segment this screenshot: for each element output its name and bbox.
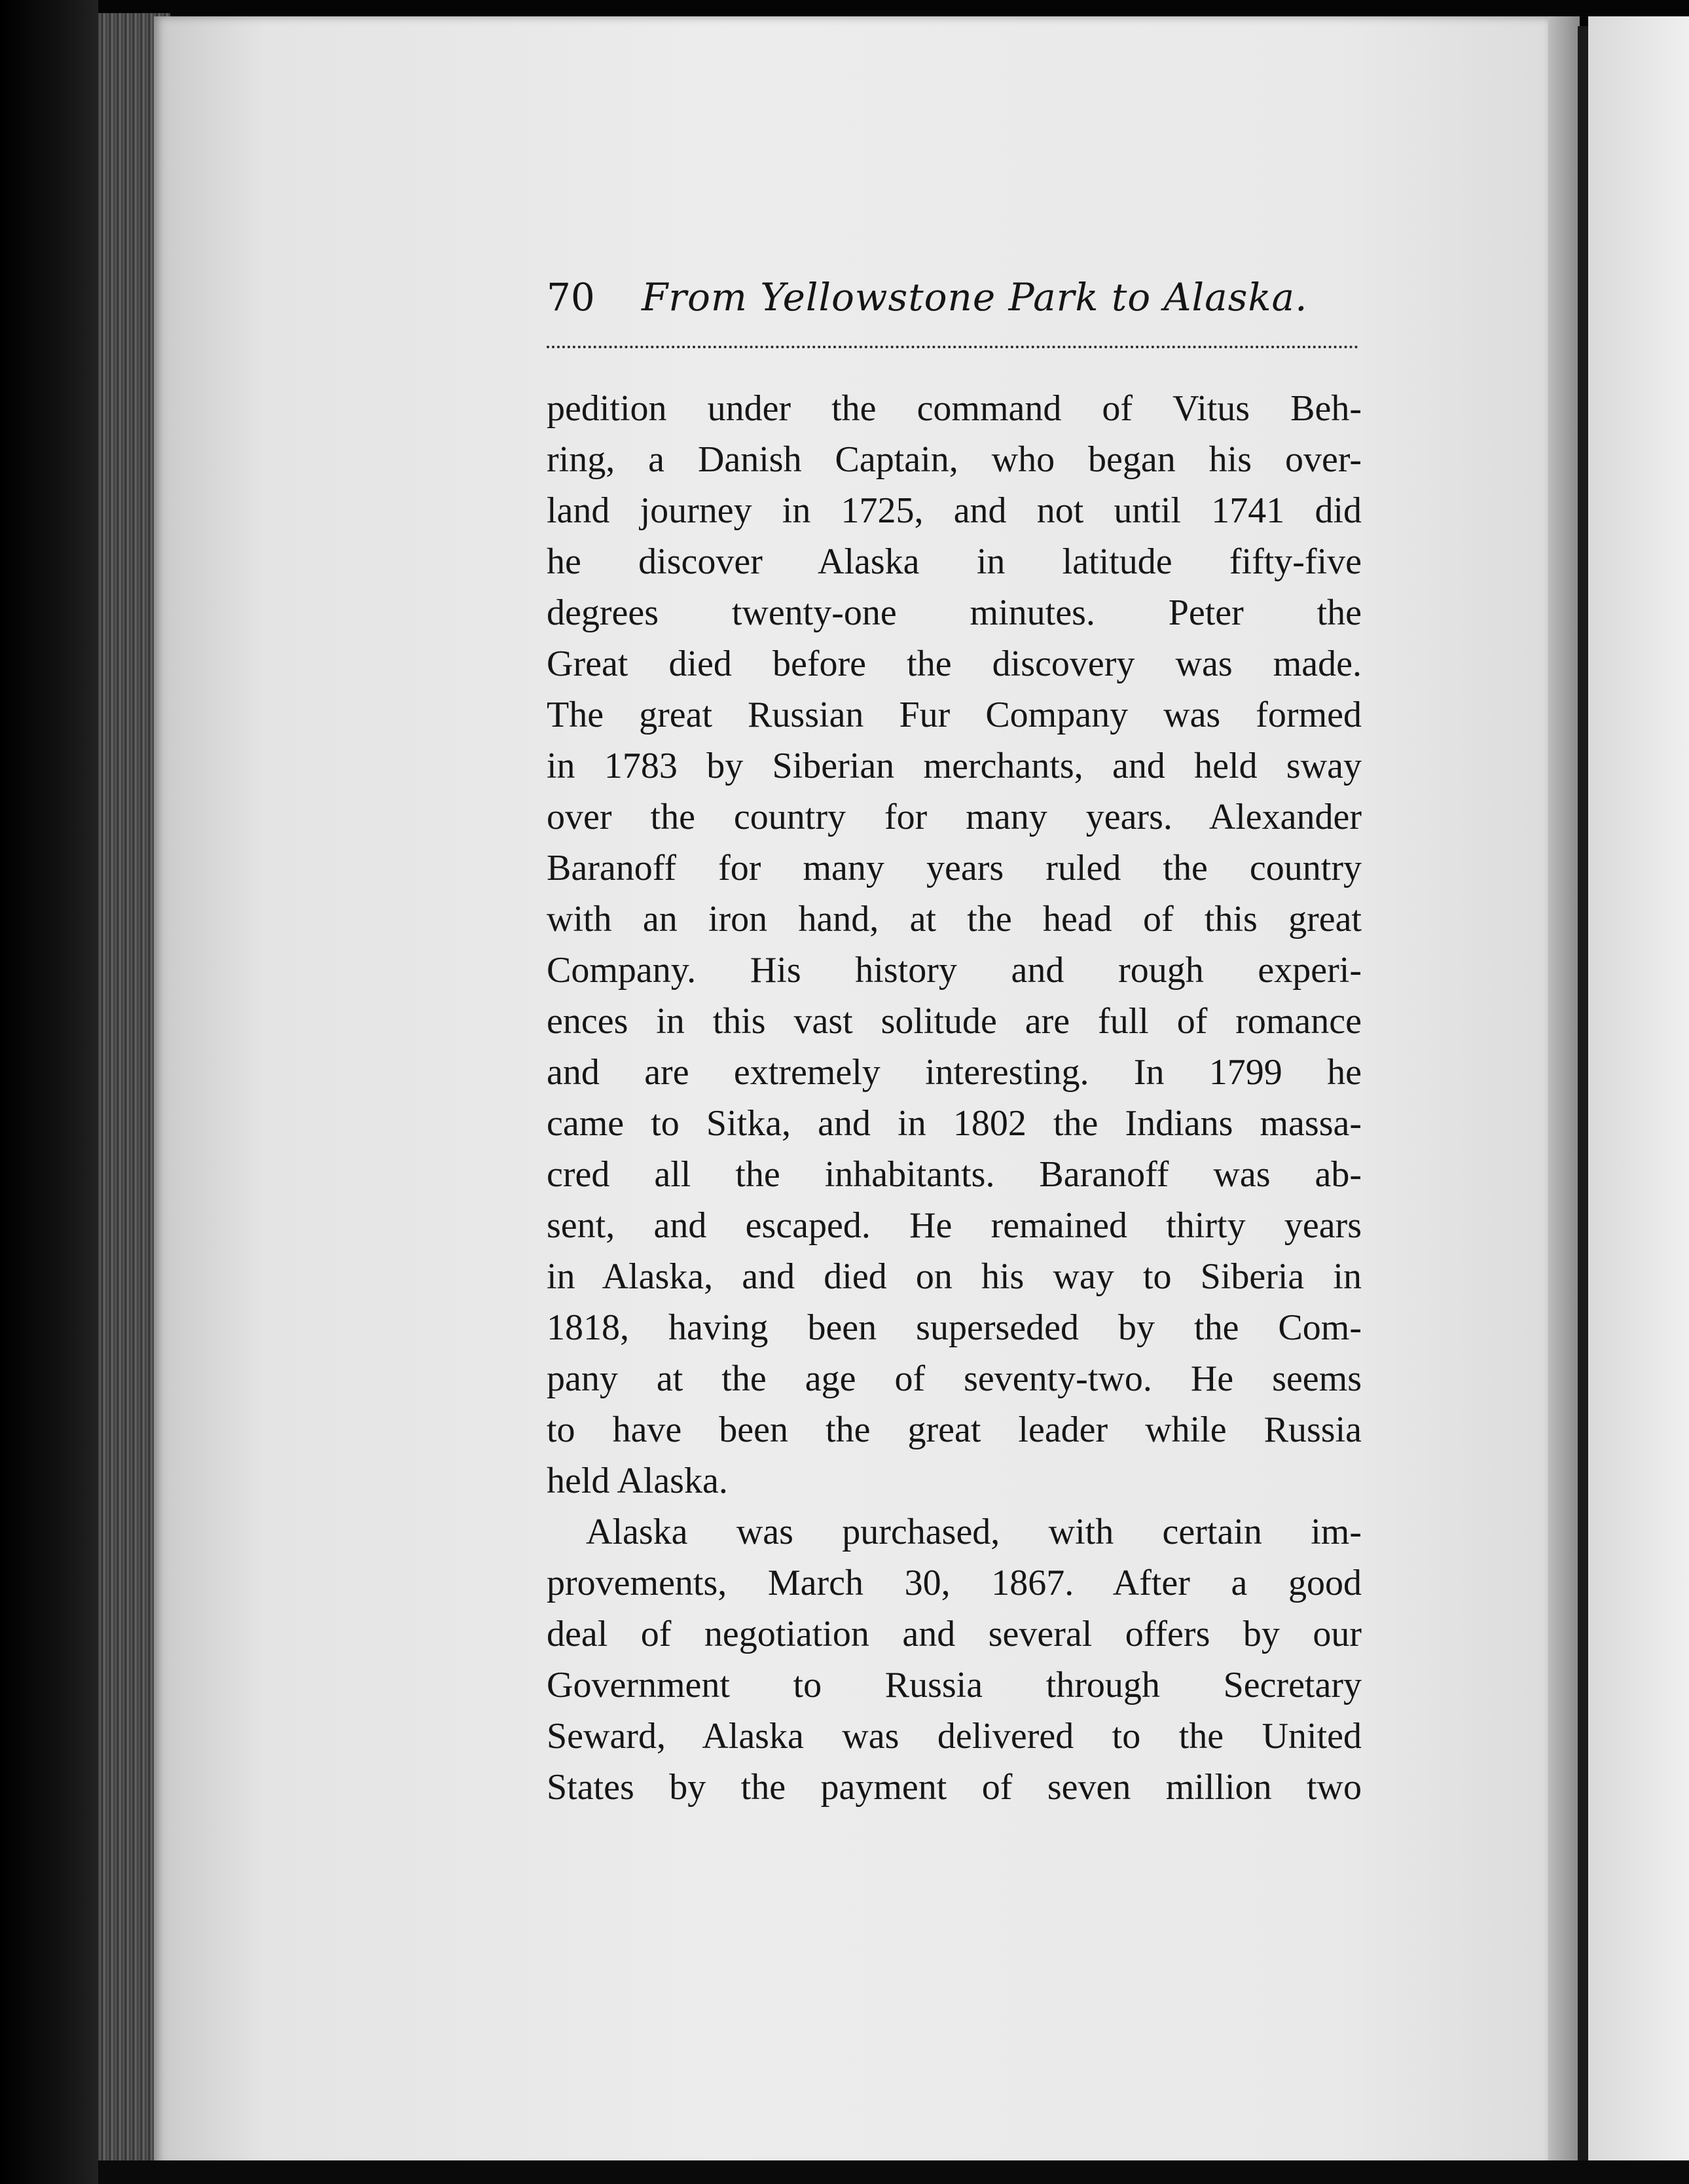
text-line: in Alaska, and died on his way to Siberia in (547, 1256, 1362, 1297)
text-line: sent, and escaped. He remained thirty years (547, 1205, 1362, 1246)
text-line: over the country for many years. Alexander (547, 797, 1362, 837)
book-binding (0, 0, 98, 2184)
text-line: in 1783 by Siberian merchants, and held sway (547, 746, 1362, 786)
page-number: 70 (547, 275, 595, 319)
text-line: land journey in 1725, and not until 1741 did (547, 490, 1362, 531)
text-line: Government to Russia through Secretary (547, 1665, 1362, 1705)
text-line: with an iron hand, at the head of this great (547, 899, 1362, 939)
text-line: ring, a Danish Captain, who began his over- (547, 439, 1362, 480)
text-line: 1818, having been superseded by the Com- (547, 1307, 1362, 1348)
running-title: From Yellowstone Park to Alaska. (642, 275, 1308, 319)
text-line: Company. His history and rough experi- (547, 950, 1362, 991)
text-line: pany at the age of seventy-two. He seems (547, 1358, 1362, 1399)
text-line: and are extremely interesting. In 1799 he (547, 1052, 1362, 1093)
body-text (547, 383, 1362, 1813)
facing-page-edge (1588, 16, 1689, 2167)
text-line: provements, March 30, 1867. After a good (547, 1563, 1362, 1603)
text-line: ences in this vast solitude are full of romance (547, 1001, 1362, 1042)
running-header (547, 265, 1358, 331)
text-line: Alaska was purchased, with certain im- (586, 1512, 1362, 1552)
text-line: Great died before the discovery was made. (547, 644, 1362, 684)
gutter-shadow (1578, 26, 1588, 2160)
text-line: The great Russian Fur Company was formed (547, 695, 1362, 735)
text-line: cred all the inhabitants. Baranoff was ab- (547, 1154, 1362, 1195)
text-line: he discover Alaska in latitude fifty-five (547, 541, 1362, 582)
text-line: Seward, Alaska was delivered to the United (547, 1716, 1362, 1756)
text-line: came to Sitka, and in 1802 the Indians massa- (547, 1103, 1362, 1144)
page-gutter (1548, 16, 1580, 2167)
text-line: Baranoff for many years ruled the country (547, 848, 1362, 888)
text-line: to have been the great leader while Russia (547, 1410, 1362, 1450)
text-line: pedition under the command of Vitus Beh- (547, 388, 1362, 429)
text-line: held Alaska. (547, 1461, 728, 1501)
text-line: deal of negotiation and several offers by our (547, 1614, 1362, 1654)
bottom-edge (98, 2160, 1689, 2184)
text-line: degrees twenty-one minutes. Peter the (547, 592, 1362, 633)
header-rule (547, 346, 1358, 348)
text-line: States by the payment of seven million two (547, 1767, 1362, 1808)
